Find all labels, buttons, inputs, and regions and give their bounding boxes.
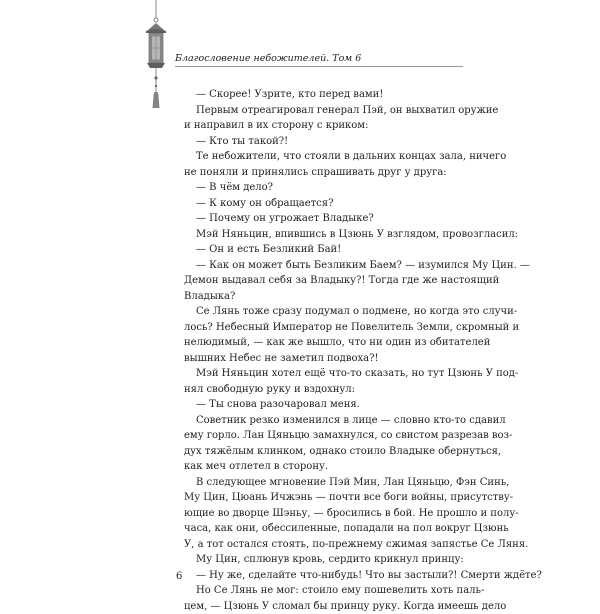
text-line: — Скорее! Узрите, кто перед вами!	[184, 87, 464, 103]
text-line: нял свободную руку и вздохнул:	[184, 382, 464, 398]
text-line: как меч отлетел в сторону.	[184, 459, 464, 475]
running-head: Благословение небожителей. Том 6	[175, 53, 361, 64]
page-number: 6	[176, 571, 182, 582]
lantern-ornament	[143, 0, 169, 120]
lantern-icon	[143, 0, 169, 120]
text-line: и направил в их сторону с криком:	[184, 118, 464, 134]
text-line: Се Лянь тоже сразу подумал о подмене, но когда это случи-	[184, 304, 464, 320]
text-line: — Ты снова разочаровал меня.	[184, 397, 464, 413]
text-line: — Как он может быть Безликим Баем? — изумился Му Цин. —	[184, 258, 464, 274]
text-line: не поняли и принялись спрашивать друг у друга:	[184, 165, 464, 181]
body-text	[184, 87, 464, 614]
text-line: Демон выдавал себя за Владыку?! Тогда где же настоящий	[184, 273, 464, 289]
text-line: Те небожители, что стояли в дальних концах зала, ничего	[184, 149, 464, 165]
text-line: лось? Небесный Император не Повелитель Земли, скромный и	[184, 320, 464, 336]
text-line: ющие во дворце Шэньу, — бросились в бой. Не прошло и полу-	[184, 506, 464, 522]
text-line: Советник резко изменился в лице — словно кто-то сдавил	[184, 413, 464, 429]
text-line: — Кто ты такой?!	[184, 134, 464, 150]
text-line: ему горло. Лан Цяньцю замахнулся, со свистом разрезав воз-	[184, 428, 464, 444]
text-line: В следующее мгновение Пэй Мин, Лан Цяньцю, Фэн Синь,	[184, 475, 464, 491]
text-line: — Ну же, сделайте что-нибудь! Что вы застыли?! Смерти ждёте?	[184, 568, 464, 584]
text-line: Му Цин, Цюань Ичжэнь — почти все боги войны, присутству-	[184, 490, 464, 506]
text-line: нелюдимый, — как же вышло, что ни один из обитателей	[184, 335, 464, 351]
text-line: Первым отреагировал генерал Пэй, он выхватил оружие	[184, 103, 464, 119]
header-rule	[175, 66, 463, 67]
text-line: Му Цин, сплюнув кровь, сердито крикнул принцу:	[184, 552, 464, 568]
text-line: Мэй Няньцин, впившись в Цзюнь У взглядом, провозгласил:	[184, 227, 464, 243]
text-line: цем, — Цзюнь У сломал бы принцу руку. Когда имеешь дело	[184, 599, 464, 614]
text-line: Мэй Няньцин хотел ещё что-то сказать, но тут Цзюнь У под-	[184, 366, 464, 382]
text-line: часа, как они, обессиленные, попадали на пол вокруг Цзюнь	[184, 521, 464, 537]
text-line: — Он и есть Безликий Бай!	[184, 242, 464, 258]
text-line: — В чём дело?	[184, 180, 464, 196]
text-line: Владыка?	[184, 289, 464, 305]
text-line: Но Се Лянь не мог: стоило ему пошевелить хоть паль-	[184, 583, 464, 599]
text-line: У, а тот остался стоять, по-прежнему сжимая запястье Се Ляня.	[184, 537, 464, 553]
text-line: — К кому он обращается?	[184, 196, 464, 212]
text-line: — Почему он угрожает Владыке?	[184, 211, 464, 227]
text-line: вышних Небес не заметил подвоха?!	[184, 351, 464, 367]
text-line: дух тяжёлым клинком, однако стоило Владыке обернуться,	[184, 444, 464, 460]
